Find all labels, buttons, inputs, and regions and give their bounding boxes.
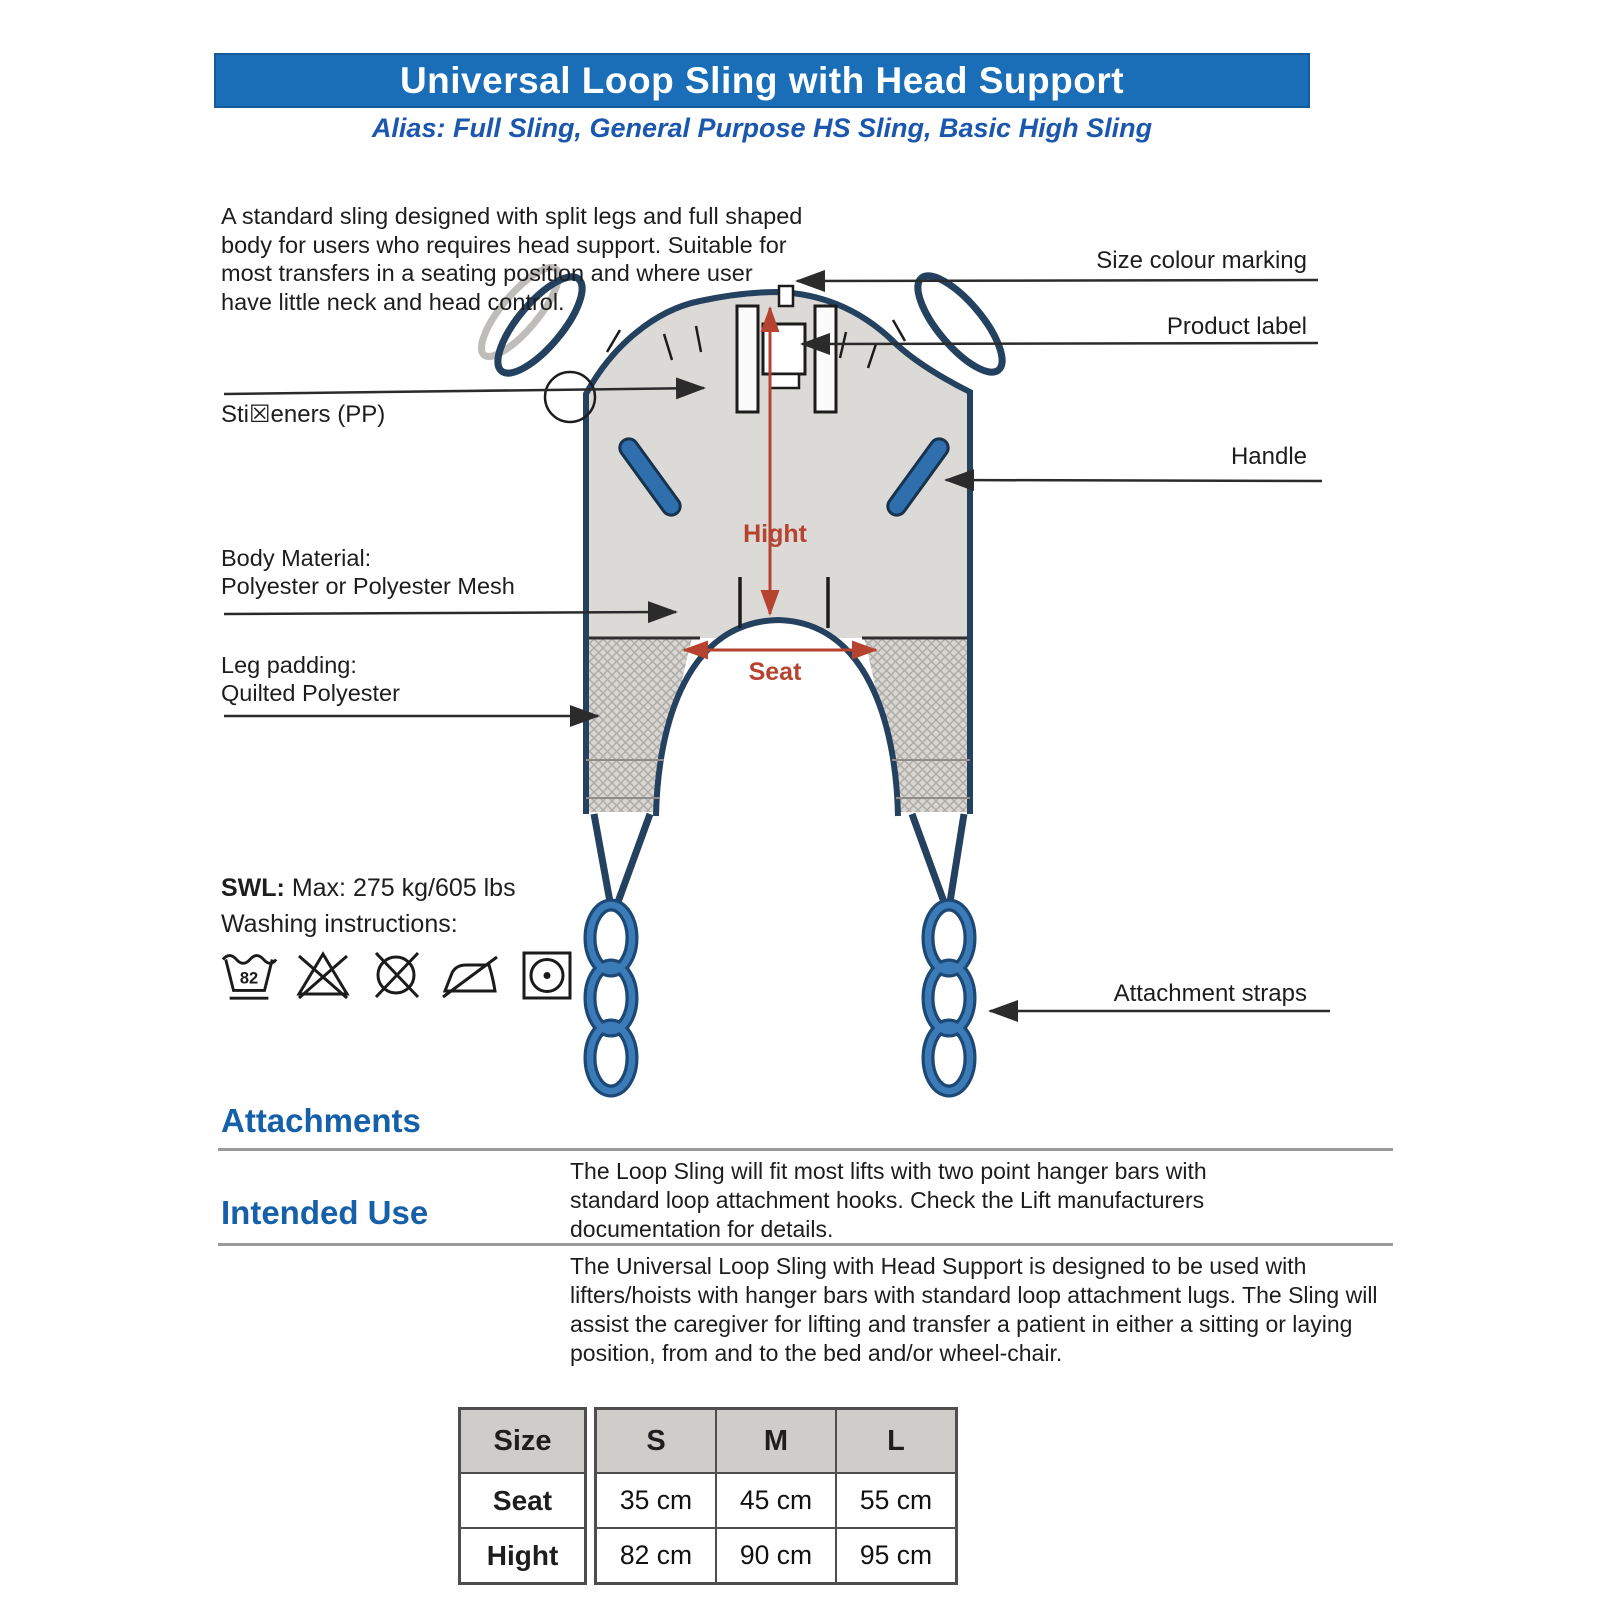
leg-padding-line1: Leg padding: <box>221 652 357 678</box>
attachments-paragraph: The Loop Sling will fit most lifts with two point hanger bars with standard loop attachment hooks. Check the Lift manufacturers documentation for details. <box>570 1158 1207 1242</box>
handle-arrow <box>946 480 1322 481</box>
leg-padding-label <box>221 651 400 707</box>
left-attachment-strap-chain <box>590 905 632 1091</box>
size-colour-marking-arrow <box>797 280 1318 281</box>
size-table-cell: 95 cm <box>836 1528 957 1584</box>
size-table-cell: 55 cm <box>836 1473 957 1528</box>
alias-subtitle: Alias: Full Sling, General Purpose HS Sling, Basic High Sling <box>371 113 1153 143</box>
product-label-tab <box>770 374 799 388</box>
title-banner <box>214 53 1310 108</box>
do-not-dry-clean-icon <box>366 944 426 1004</box>
attachments-divider <box>218 1148 1393 1151</box>
intended-use-heading: Intended Use <box>221 1194 429 1231</box>
do-not-bleach-icon <box>293 944 353 1004</box>
size-table-col-header: M <box>716 1409 836 1474</box>
product-description: A standard sling designed with split legs and full shaped body for users who requires head support. Suitable for most transfers in a seating position and where user have little neck and head control. <box>221 203 803 315</box>
size-table-cell: 90 cm <box>716 1528 836 1584</box>
swl-label <box>221 874 516 903</box>
product-label-arrow <box>802 343 1318 344</box>
stiffener-pocket-right <box>815 306 836 412</box>
stiffener-pocket-left <box>737 306 758 412</box>
seat-dimension-label: Seat <box>748 658 802 686</box>
svg-text:82: 82 <box>239 969 259 988</box>
body-material-line2: Polyester or Polyester Mesh <box>221 573 515 599</box>
size-table-cell: 82 cm <box>596 1528 717 1584</box>
intended-use-divider <box>218 1243 1393 1246</box>
tumble-dry-dot-icon <box>516 944 576 1004</box>
handle-label: Handle <box>1230 443 1307 470</box>
size-table-col-header: S <box>596 1409 717 1474</box>
attachments-heading: Attachments <box>221 1102 421 1139</box>
do-not-iron-icon <box>439 944 503 1004</box>
attachment-straps-label: Attachment straps <box>1113 980 1307 1007</box>
swl-prefix: SWL: <box>221 874 285 902</box>
leg-padding-line2: Quilted Polyester <box>221 680 400 706</box>
page-title: Universal Loop Sling with Head Support <box>399 59 1125 101</box>
wash-max-82-icon <box>218 944 280 1004</box>
washing-symbols <box>218 944 576 1004</box>
size-table-labels <box>458 1407 587 1585</box>
size-colour-marking-label: Size colour marking <box>1096 247 1307 274</box>
body-material-line1: Body Material: <box>221 545 372 571</box>
size-table-col-header: L <box>836 1409 957 1474</box>
size-table-values <box>594 1407 958 1585</box>
right-strap <box>912 814 964 902</box>
left-strap <box>594 814 650 902</box>
stiffeners-label: Sti☒eners (PP) <box>221 401 386 428</box>
size-table <box>458 1407 958 1585</box>
hight-dimension-label: Hight <box>743 520 807 548</box>
washing-instructions-label: Washing instructions: <box>221 910 458 938</box>
size-table-cell: 45 cm <box>716 1473 836 1528</box>
size-table-row-label: Hight <box>460 1528 586 1584</box>
body-material-label <box>221 544 515 600</box>
product-label-label: Product label <box>1166 313 1307 340</box>
size-table-corner: Size <box>460 1409 586 1474</box>
size-table-cell: 35 cm <box>596 1473 717 1528</box>
right-attachment-strap-chain <box>928 905 970 1091</box>
size-table-row-label: Seat <box>460 1473 586 1528</box>
swl-value: Max: 275 kg/605 lbs <box>291 874 516 902</box>
intended-use-paragraph: The Universal Loop Sling with Head Support is designed to be used with lifters/hoists with hanger bars with standard loop attachment lugs. The Sling will assist the caregiver for lifting and transfer a patient in either a sitting or laying position, from and to the bed and/or wheel-chair. <box>570 1253 1378 1366</box>
